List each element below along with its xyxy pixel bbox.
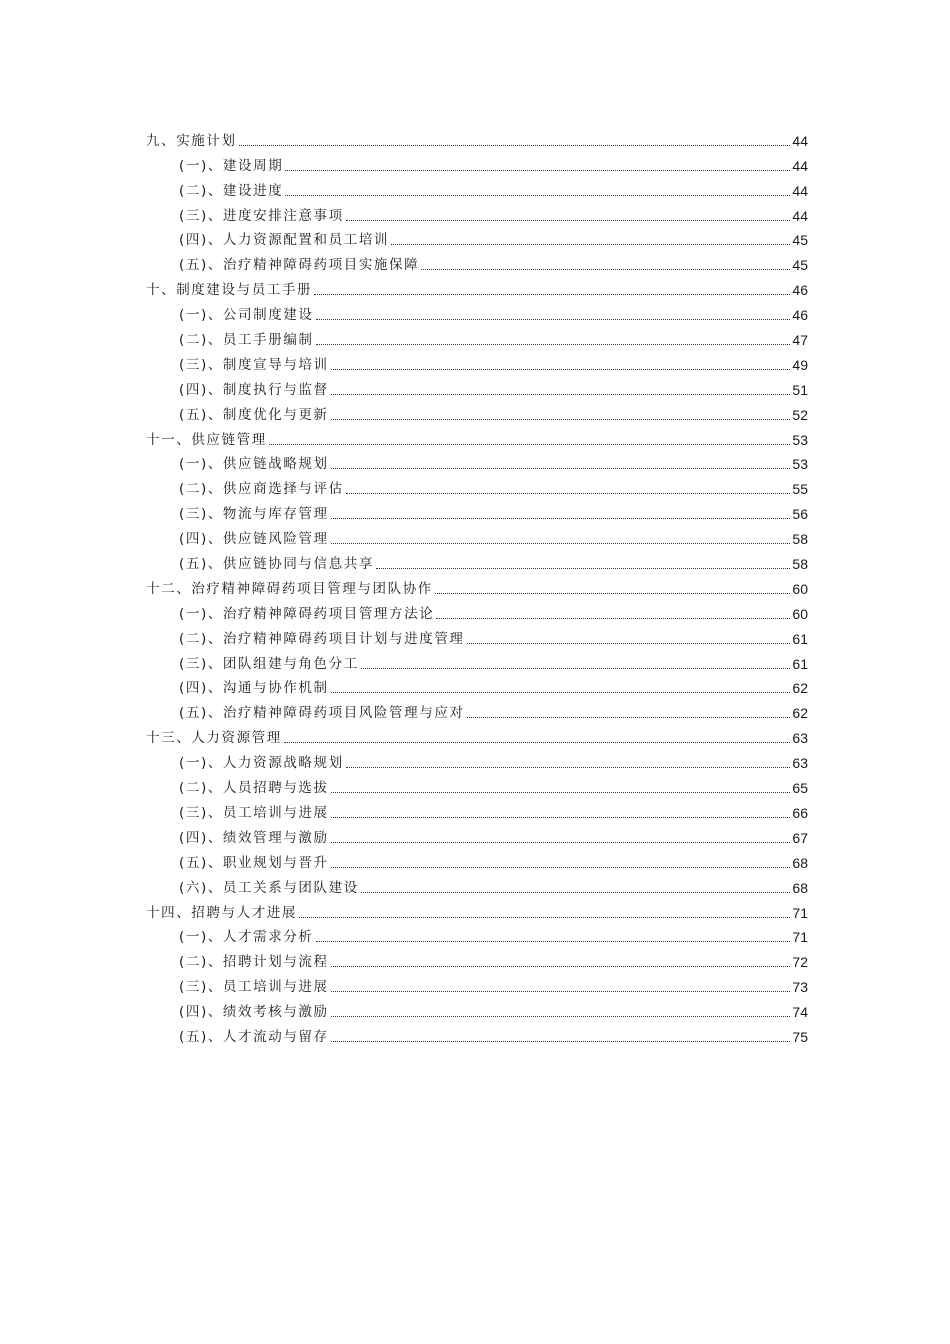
- toc-entry-title: (三)、物流与库存管理: [179, 506, 329, 523]
- toc-entry-title: (四)、人力资源配置和员工培训: [179, 232, 390, 249]
- toc-page-number: 75: [792, 1028, 808, 1045]
- toc-page-number: 60: [792, 580, 808, 597]
- toc-entry-title: 十一、供应链管理: [146, 431, 267, 448]
- toc-chapter-entry[interactable]: [146, 125, 808, 150]
- toc-section-entry[interactable]: [146, 673, 808, 698]
- toc-page-number: 66: [792, 804, 808, 821]
- toc-dot-leader: [346, 493, 791, 494]
- toc-section-entry[interactable]: [146, 1021, 808, 1046]
- toc-dot-leader: [361, 892, 791, 893]
- toc-dot-leader: [346, 767, 791, 768]
- toc-chapter-entry[interactable]: [146, 573, 808, 598]
- toc-page-number: 46: [792, 307, 808, 324]
- toc-entry-title: 九、实施计划: [146, 132, 237, 149]
- toc-entry-title: (一)、人才需求分析: [179, 929, 314, 946]
- toc-dot-leader: [331, 817, 791, 818]
- toc-dot-leader: [316, 319, 791, 320]
- toc-entry-title: (三)、进度安排注意事项: [179, 207, 344, 224]
- toc-page-number: 68: [792, 854, 808, 871]
- toc-entry-title: (六)、员工关系与团队建设: [179, 879, 359, 896]
- toc-entry-title: (二)、供应商选择与评估: [179, 481, 344, 498]
- toc-page-number: 51: [792, 381, 808, 398]
- toc-page-number: 63: [792, 755, 808, 772]
- toc-dot-leader: [331, 991, 791, 992]
- toc-chapter-entry[interactable]: [146, 722, 808, 747]
- toc-dot-leader: [284, 742, 791, 743]
- toc-section-entry[interactable]: [146, 349, 808, 374]
- toc-dot-leader: [331, 543, 791, 544]
- toc-dot-leader: [285, 195, 790, 196]
- toc-section-entry[interactable]: [146, 249, 808, 274]
- toc-page-number: 44: [792, 157, 808, 174]
- toc-entry-title: 十、制度建设与员工手册: [146, 282, 313, 299]
- toc-section-entry[interactable]: [146, 747, 808, 772]
- toc-section-entry[interactable]: [146, 623, 808, 648]
- toc-dot-leader: [314, 294, 790, 295]
- toc-dot-leader: [269, 444, 791, 445]
- toc-section-entry[interactable]: [146, 971, 808, 996]
- toc-page-number: 68: [792, 879, 808, 896]
- toc-entry-title: (四)、供应链风险管理: [179, 531, 329, 548]
- toc-page-number: 58: [792, 531, 808, 548]
- toc-section-entry[interactable]: [146, 922, 808, 947]
- toc-section-entry[interactable]: [146, 872, 808, 897]
- toc-page-number: 61: [792, 630, 808, 647]
- toc-page-number: 72: [792, 954, 808, 971]
- toc-section-entry[interactable]: [146, 847, 808, 872]
- toc-entry-title: (三)、制度宣导与培训: [179, 356, 329, 373]
- toc-entry-title: (四)、沟通与协作机制: [179, 680, 329, 697]
- toc-entry-title: (四)、制度执行与监督: [179, 381, 329, 398]
- toc-dot-leader: [331, 1016, 791, 1017]
- toc-dot-leader: [467, 717, 791, 718]
- table-of-contents: [146, 125, 808, 1046]
- toc-section-entry[interactable]: [146, 498, 808, 523]
- toc-section-entry[interactable]: [146, 374, 808, 399]
- toc-section-entry[interactable]: [146, 324, 808, 349]
- toc-dot-leader: [376, 568, 790, 569]
- toc-page-number: 46: [792, 282, 808, 299]
- toc-page-number: 58: [792, 556, 808, 573]
- toc-dot-leader: [331, 867, 791, 868]
- toc-entry-title: (一)、人力资源战略规划: [179, 755, 344, 772]
- toc-section-entry[interactable]: [146, 772, 808, 797]
- toc-section-entry[interactable]: [146, 946, 808, 971]
- toc-section-entry[interactable]: [146, 399, 808, 424]
- toc-entry-title: 十二、治疗精神障碍药项目管理与团队协作: [146, 580, 433, 597]
- toc-section-entry[interactable]: [146, 797, 808, 822]
- toc-page-number: 63: [792, 730, 808, 747]
- toc-entry-title: (五)、制度优化与更新: [179, 406, 329, 423]
- toc-entry-title: (二)、人员招聘与选拔: [179, 780, 329, 797]
- toc-page-number: 53: [792, 456, 808, 473]
- toc-section-entry[interactable]: [146, 523, 808, 548]
- toc-dot-leader: [331, 692, 791, 693]
- toc-dot-leader: [467, 643, 791, 644]
- toc-page-number: 65: [792, 780, 808, 797]
- toc-entry-title: (一)、供应链战略规划: [179, 456, 329, 473]
- toc-chapter-entry[interactable]: [146, 274, 808, 299]
- toc-dot-leader: [331, 394, 791, 395]
- toc-section-entry[interactable]: [146, 225, 808, 250]
- toc-page-number: 49: [792, 356, 808, 373]
- toc-section-entry[interactable]: [146, 598, 808, 623]
- toc-dot-leader: [331, 518, 791, 519]
- toc-dot-leader: [331, 792, 791, 793]
- toc-section-entry[interactable]: [146, 449, 808, 474]
- toc-page-number: 62: [792, 705, 808, 722]
- toc-page-number: 60: [792, 605, 808, 622]
- toc-entry-title: (二)、建设进度: [179, 182, 284, 199]
- toc-dot-leader: [331, 468, 791, 469]
- toc-page-number: 45: [792, 257, 808, 274]
- toc-entry-title: (一)、建设周期: [179, 157, 284, 174]
- toc-entry-title: (五)、供应链协同与信息共享: [179, 556, 374, 573]
- toc-section-entry[interactable]: [146, 648, 808, 673]
- toc-chapter-entry[interactable]: [146, 897, 808, 922]
- toc-page-number: 62: [792, 680, 808, 697]
- toc-entry-title: (四)、绩效管理与激励: [179, 829, 329, 846]
- toc-entry-title: (五)、治疗精神障碍药项目实施保障: [179, 257, 420, 274]
- toc-dot-leader: [316, 344, 791, 345]
- toc-dot-leader: [331, 1041, 791, 1042]
- toc-section-entry[interactable]: [146, 473, 808, 498]
- toc-chapter-entry[interactable]: [146, 424, 808, 449]
- toc-section-entry[interactable]: [146, 822, 808, 847]
- toc-entry-title: (二)、员工手册编制: [179, 332, 314, 349]
- toc-section-entry[interactable]: [146, 299, 808, 324]
- toc-page-number: 52: [792, 406, 808, 423]
- toc-page-number: 71: [792, 904, 808, 921]
- toc-dot-leader: [285, 170, 790, 171]
- toc-dot-leader: [316, 941, 791, 942]
- toc-entry-title: 十四、招聘与人才进展: [146, 904, 297, 921]
- toc-page-number: 71: [792, 929, 808, 946]
- toc-dot-leader: [331, 966, 791, 967]
- toc-dot-leader: [346, 220, 791, 221]
- toc-entry-title: 十三、人力资源管理: [146, 730, 282, 747]
- toc-section-entry[interactable]: [146, 697, 808, 722]
- toc-entry-title: (四)、绩效考核与激励: [179, 1004, 329, 1021]
- toc-page-number: 56: [792, 506, 808, 523]
- toc-dot-leader: [299, 917, 790, 918]
- toc-page-number: 74: [792, 1004, 808, 1021]
- toc-entry-title: (五)、职业规划与晋升: [179, 854, 329, 871]
- toc-dot-leader: [391, 244, 790, 245]
- toc-section-entry[interactable]: [146, 548, 808, 573]
- toc-page-number: 45: [792, 232, 808, 249]
- toc-dot-leader: [436, 618, 790, 619]
- toc-page-number: 55: [792, 481, 808, 498]
- toc-dot-leader: [331, 842, 791, 843]
- toc-entry-title: (五)、治疗精神障碍药项目风险管理与应对: [179, 705, 465, 722]
- toc-entry-title: (一)、治疗精神障碍药项目管理方法论: [179, 605, 435, 622]
- toc-dot-leader: [331, 369, 791, 370]
- toc-entry-title: (一)、公司制度建设: [179, 307, 314, 324]
- toc-page-number: 44: [792, 207, 808, 224]
- toc-page-number: 44: [792, 132, 808, 149]
- toc-entry-title: (三)、团队组建与角色分工: [179, 655, 359, 672]
- toc-section-entry[interactable]: [146, 175, 808, 200]
- toc-entry-title: (二)、治疗精神障碍药项目计划与进度管理: [179, 630, 465, 647]
- toc-page-number: 73: [792, 979, 808, 996]
- toc-page-number: 44: [792, 182, 808, 199]
- toc-dot-leader: [239, 145, 791, 146]
- toc-section-entry[interactable]: [146, 150, 808, 175]
- toc-page-number: 53: [792, 431, 808, 448]
- toc-dot-leader: [331, 419, 791, 420]
- toc-entry-title: (三)、员工培训与进展: [179, 979, 329, 996]
- toc-page-number: 47: [792, 332, 808, 349]
- toc-page-number: 61: [792, 655, 808, 672]
- toc-entry-title: (二)、招聘计划与流程: [179, 954, 329, 971]
- toc-entry-title: (三)、员工培训与进展: [179, 804, 329, 821]
- toc-entry-title: (五)、人才流动与留存: [179, 1028, 329, 1045]
- toc-dot-leader: [421, 269, 790, 270]
- toc-dot-leader: [435, 593, 791, 594]
- toc-dot-leader: [361, 668, 791, 669]
- toc-section-entry[interactable]: [146, 996, 808, 1021]
- toc-section-entry[interactable]: [146, 200, 808, 225]
- toc-page-number: 67: [792, 829, 808, 846]
